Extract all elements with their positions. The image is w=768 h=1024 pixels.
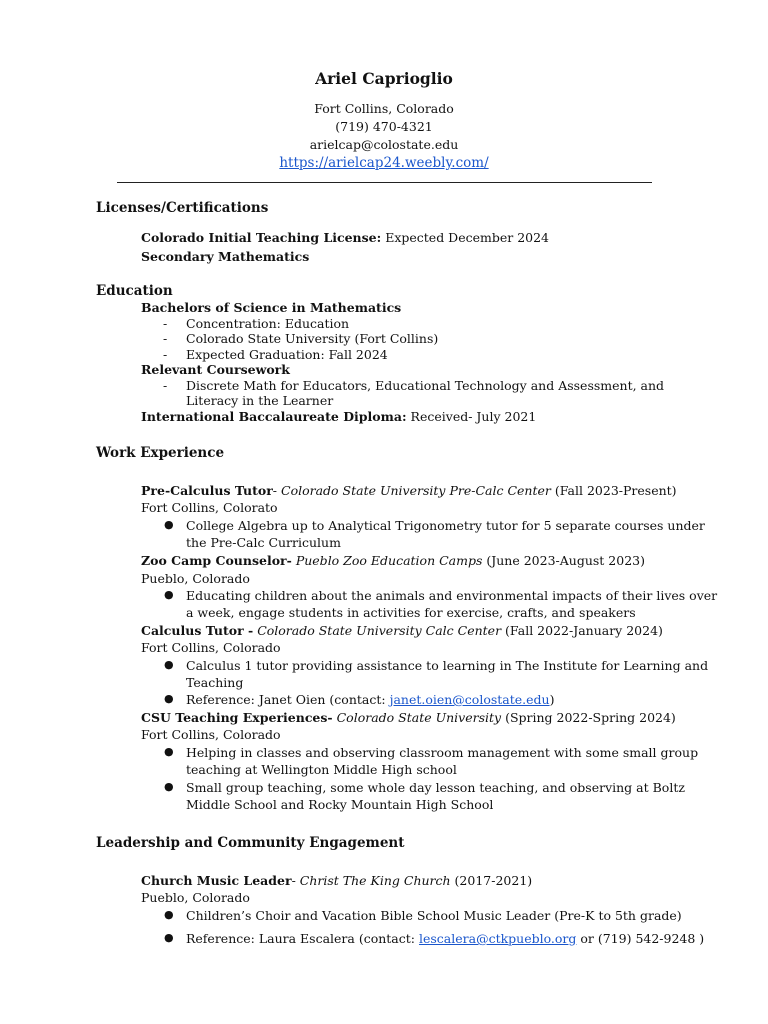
leadership-bullet: Reference: Laura Escalera (contact: lescalera@ctkpueblo.org or (719) 542-9248 )	[186, 931, 705, 946]
licenses-heading: Licenses/Certifications	[96, 200, 269, 216]
reference-email-link[interactable]: janet.oien@colostate.edu	[389, 692, 550, 707]
job-bullet-cont: Teaching	[186, 675, 244, 690]
resume-page: Ariel Caprioglio Fort Collins, Colorado (719) 470-4321 arielcap@colostate.edu https://arielcap24.weebly.com/ Licenses/Certifications Colorado Initial Teaching License: Expected December 2024 Secondary Mathematics Education Bachelors of Science in Mathematics - Concentration: Education - Colorado State University (Fort Collins) - Expected Graduation: Fall 2024 Relevant Coursework - Discrete Math for Educators, Educational Technology and Assessment, and Literacy in the Learner International Baccalaureate Diploma: Received- July 2021 Work Experience Pre-Calculus Tutor- Colorado State University Pre-Calc Center (Fall 2023-Present) Fort Collins, Colorato ● College Algebra up to Analytical Trigonometry tutor for 5 separate courses under the Pre-Calc Curriculum Zoo Camp Counselor- Pueblo Zoo Education Camps (June 2023-August 2023) Pueblo, Colorado ● Educating children about the animals and environmental impacts of their lives over a week, engage students in activities for exercise, crafts, and speakers Calculus Tutor - Colorado State University Calc Center (Fall 2022-January 2024) Fort Collins, Colorado ● Calculus 1 tutor providing assistance to learning in The Institute for Learning and Teaching ● Reference: Janet Oien (contact: janet.oien@colostate.edu) CSU Teaching Experiences- Colorado State University (Spring 2022-Spring 2024) Fort Collins, Colorado ● Helping in classes and observing classroom management with some small group teaching at Wellington Middle High school ● Small group teaching, some whole day lesson teaching, and observing at Boltz Middle School and Rocky Mountain High School Leadership and Community Engagement Church Music Leader- Christ The King Church (2017-2021) Pueblo, Colorado ● Children’s Choir and Vacation Bible School Music Leader (Pre-K to 5th grade) ● Reference: Laura Escalera (contact: lescalera@ctkpueblo.org or (719) 542-9248 )	[0, 0, 768, 1024]
job-bullet-cont: the Pre-Calc Curriculum	[186, 535, 341, 550]
job-org: Colorado State University	[336, 710, 502, 725]
job-dates: (Fall 2022-January 2024)	[501, 623, 663, 638]
license-label: Colorado Initial Teaching License:	[141, 230, 382, 245]
job-title-line: Pre-Calculus Tutor- Colorado State University Pre-Calc Center (Fall 2023-Present)	[141, 483, 677, 498]
header-divider	[117, 182, 652, 183]
bullet-icon: ●	[164, 745, 174, 758]
work-heading: Work Experience	[96, 445, 225, 461]
job-bullet-cont: a week, engage students in activities for exercise, crafts, and speakers	[186, 605, 636, 620]
job-title: Pre-Calculus Tutor	[141, 483, 273, 498]
license-line	[141, 230, 549, 245]
degree-item: Expected Graduation: Fall 2024	[186, 347, 388, 362]
ib-label: International Baccalaureate Diploma:	[141, 409, 407, 424]
job-dates: (June 2023-August 2023)	[482, 553, 645, 568]
reference-email-link[interactable]: lescalera@ctkpueblo.org	[418, 931, 577, 946]
leadership-title: Church Music Leader	[141, 873, 292, 888]
bullet-icon: ●	[164, 780, 174, 793]
resume-name: Ariel Caprioglio	[315, 69, 453, 88]
bullet-icon: ●	[164, 658, 174, 671]
job-bullet-cont: Middle School and Rocky Mountain High School	[186, 797, 494, 812]
job-title: CSU Teaching Experiences-	[141, 710, 333, 725]
contact-phone: (719) 470-4321	[335, 119, 433, 134]
education-heading: Education	[96, 283, 173, 299]
job-title: Zoo Camp Counselor-	[141, 553, 292, 568]
degree: Bachelors of Science in Mathematics	[141, 300, 402, 315]
job-location: Fort Collins, Colorato	[141, 500, 278, 515]
degree-item: Colorado State University (Fort Collins)	[186, 331, 439, 346]
leadership-org: Christ The King Church	[299, 873, 451, 888]
bullet-icon: ●	[164, 931, 174, 944]
job-location: Fort Collins, Colorado	[141, 727, 281, 742]
job-bullet: Helping in classes and observing classroom management with some small group	[186, 745, 699, 760]
job-bullet: Calculus 1 tutor providing assistance to learning in The Institute for Learning and	[186, 658, 709, 673]
job-title-line	[141, 553, 645, 568]
leadership-title-line: Church Music Leader- Christ The King Church (2017-2021)	[141, 873, 533, 888]
website-link[interactable]: https://arielcap24.weebly.com/	[279, 155, 489, 171]
leadership-bullet: Children’s Choir and Vacation Bible School Music Leader (Pre-K to 5th grade)	[186, 908, 682, 923]
job-location: Pueblo, Colorado	[141, 571, 250, 586]
job-dates: (Spring 2022-Spring 2024)	[501, 710, 676, 725]
coursework-line: Discrete Math for Educators, Educational Technology and Assessment, and	[186, 378, 665, 393]
job-bullet: Reference: Janet Oien (contact: janet.oien@colostate.edu)	[186, 692, 555, 707]
leadership-location: Pueblo, Colorado	[141, 890, 250, 905]
license-subject: Secondary Mathematics	[141, 249, 310, 264]
contact-location: Fort Collins, Colorado	[314, 101, 454, 116]
job-org: Colorado State University Calc Center	[257, 623, 502, 638]
job-org: Colorado State University Pre-Calc Center	[281, 483, 551, 498]
bullet-icon: ●	[164, 518, 174, 531]
bullet-icon: ●	[164, 692, 174, 705]
job-bullet-cont: teaching at Wellington Middle High school	[186, 762, 457, 777]
bullet-icon: ●	[164, 588, 174, 601]
job-title-line	[141, 623, 663, 638]
coursework-label: Relevant Coursework	[141, 362, 290, 377]
job-title: Calculus Tutor -	[141, 623, 254, 638]
job-location: Fort Collins, Colorado	[141, 640, 281, 655]
job-title-line	[141, 710, 676, 725]
leadership-dates: (2017-2021)	[450, 873, 533, 888]
leadership-heading: Leadership and Community Engagement	[96, 835, 405, 851]
contact-email: arielcap@colostate.edu	[309, 137, 459, 152]
coursework-line: Literacy in the Learner	[186, 393, 334, 408]
license-value: Expected December 2024	[381, 230, 550, 245]
degree-item: Concentration: Education	[186, 316, 350, 331]
job-dates: (Fall 2023-Present)	[550, 483, 677, 498]
job-bullet: Small group teaching, some whole day lesson teaching, and observing at Boltz	[186, 780, 685, 795]
ib-value: Received- July 2021	[406, 409, 537, 424]
ib-diploma	[141, 409, 536, 424]
job-bullet: Educating children about the animals and environmental impacts of their lives over	[186, 588, 718, 603]
job-bullet: College Algebra up to Analytical Trigonometry tutor for 5 separate courses under	[186, 518, 705, 533]
job-org: Pueblo Zoo Education Camps	[295, 553, 483, 568]
bullet-icon: ●	[164, 908, 174, 921]
